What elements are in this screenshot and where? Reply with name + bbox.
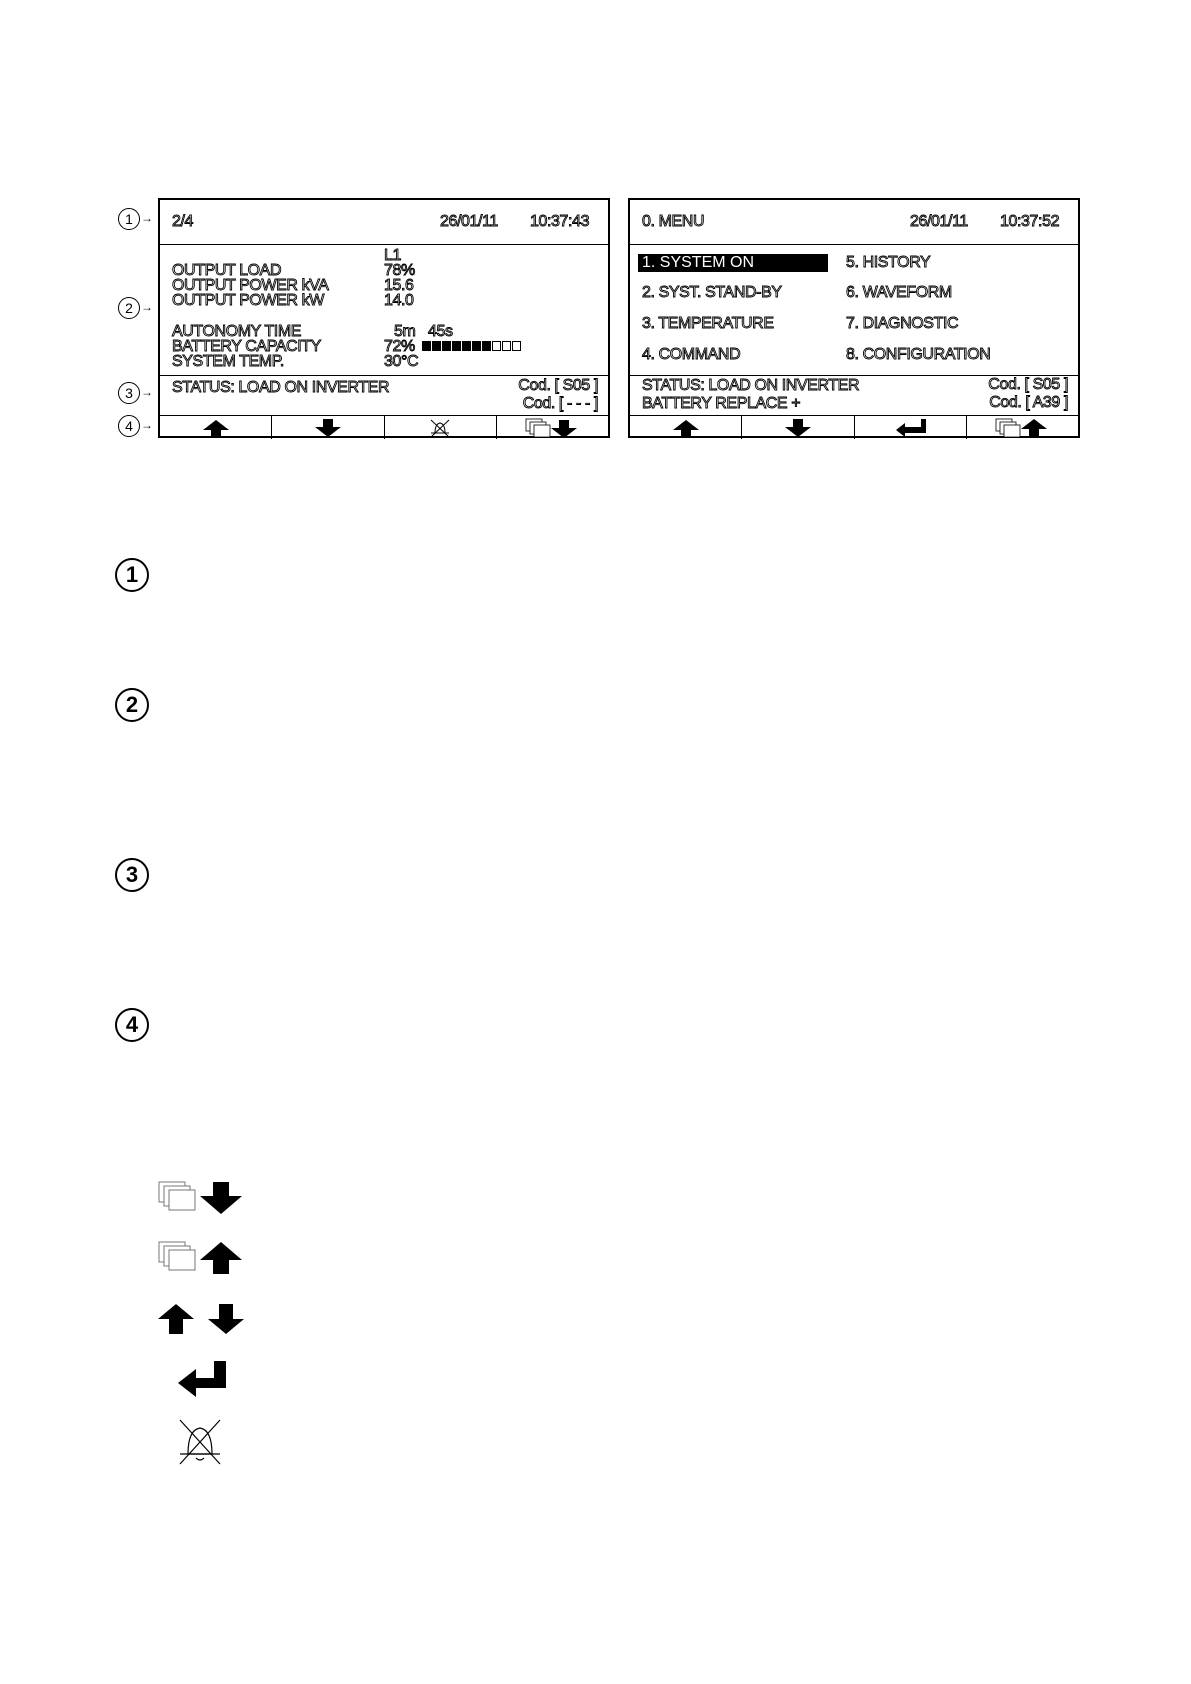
pages-down-icon (158, 1180, 244, 1216)
battery-bar-cell (442, 341, 451, 351)
callout-3-arrow: → (141, 385, 153, 399)
softkey-down[interactable] (741, 416, 853, 439)
arrows-up-down-icon (158, 1302, 244, 1336)
battery-capacity-label: BATTERY CAPACITY (172, 338, 321, 355)
autonomy-label: AUTONOMY TIME (172, 323, 302, 340)
battery-bar-cell (512, 341, 521, 351)
softkey-up[interactable] (160, 416, 271, 439)
lcd-date: 26/01/11 (440, 213, 498, 230)
callout-3-circle: 3 (118, 382, 140, 404)
menu-item-history[interactable]: 5. HISTORY (846, 254, 931, 271)
status-code-1: Cod. [ S05 ] (988, 376, 1068, 393)
lcd-time: 10:37:43 (530, 213, 590, 230)
status-text-2: BATTERY REPLACE + (642, 395, 801, 412)
output-kw-label: OUTPUT POWER kW (172, 292, 324, 309)
section-2-marker: 2 (115, 688, 149, 722)
softkey-up[interactable] (630, 416, 741, 439)
menu-item-configuration[interactable]: 8. CONFIGURATION (846, 346, 991, 363)
lcd-status-row (630, 375, 1078, 416)
output-load-label: OUTPUT LOAD (172, 262, 282, 279)
menu-item-waveform[interactable]: 6. WAVEFORM (846, 284, 952, 301)
menu-item-system-on[interactable]: 1. SYSTEM ON (638, 254, 828, 272)
status-code-2: Cod. [ - - - ] (522, 395, 598, 412)
battery-bar-cell (452, 341, 461, 351)
pages-up-icon (994, 417, 1050, 439)
pages-down-icon (524, 417, 580, 439)
mute-alarm-icon (176, 1418, 224, 1466)
lcd-time: 10:37:52 (1000, 213, 1060, 230)
battery-bar-cell (432, 341, 441, 351)
section-3-marker: 3 (115, 858, 149, 892)
lcd-date: 26/01/11 (910, 213, 968, 230)
menu-item-syst-stand-by[interactable]: 2. SYST. STAND-BY (642, 284, 782, 301)
arrow-down-icon (783, 418, 813, 438)
callout-1-arrow: → (141, 211, 153, 225)
output-kw-value: 14.0 (384, 292, 414, 309)
menu-title: 0. MENU (642, 213, 705, 230)
autonomy-min: 5m (394, 323, 416, 340)
pages-up-icon (158, 1240, 244, 1276)
lcd-softkey-row (630, 415, 1078, 439)
battery-level-bar (422, 341, 522, 351)
arrow-up-icon (201, 418, 231, 438)
lcd-softkey-row (160, 415, 608, 439)
mute-alarm-icon (427, 418, 453, 438)
lcd-header (630, 200, 1078, 245)
softkey-page-down[interactable] (496, 416, 608, 439)
status-code-2: Cod. [ A39 ] (989, 394, 1068, 411)
battery-bar-cell (472, 341, 481, 351)
battery-bar-cell (482, 341, 491, 351)
section-4-marker: 4 (115, 1008, 149, 1042)
output-kva-value: 15.6 (384, 277, 414, 294)
section-1-marker: 1 (115, 558, 149, 592)
battery-bar-cell (422, 341, 431, 351)
softkey-down[interactable] (271, 416, 383, 439)
battery-bar-cell (492, 341, 501, 351)
output-load-value: 78% (384, 262, 415, 279)
menu-item-diagnostic[interactable]: 7. DIAGNOSTIC (846, 315, 959, 332)
menu-item-command[interactable]: 4. COMMAND (642, 346, 741, 363)
lcd-status-row (160, 375, 608, 416)
callout-2-arrow: → (141, 300, 153, 314)
autonomy-sec: 45s (428, 323, 453, 340)
callout-4-circle: 4 (118, 415, 140, 437)
enter-icon (893, 418, 927, 438)
battery-bar-cell (462, 341, 471, 351)
softkey-page-up[interactable] (966, 416, 1078, 439)
lcd-display-menu (628, 198, 1080, 438)
status-text: STATUS: LOAD ON INVERTER (172, 379, 390, 396)
output-kva-label: OUTPUT POWER kVA (172, 277, 329, 294)
callout-4-arrow: → (141, 418, 153, 432)
menu-item-temperature[interactable]: 3. TEMPERATURE (642, 315, 774, 332)
battery-bar-cell (502, 341, 511, 351)
status-code-1: Cod. [ S05 ] (518, 377, 598, 394)
arrow-down-icon (313, 418, 343, 438)
status-text: STATUS: LOAD ON INVERTER (642, 377, 860, 394)
system-temp-label: SYSTEM TEMP. (172, 353, 284, 370)
arrow-up-icon (671, 418, 701, 438)
softkey-enter[interactable] (854, 416, 966, 439)
system-temp-value: 30°C (384, 353, 419, 370)
battery-capacity-value: 72% (384, 338, 415, 355)
callout-2-circle: 2 (118, 297, 140, 319)
callout-1-circle: 1 (118, 208, 140, 230)
column-header-l1: L1 (384, 247, 401, 264)
lcd-display-measurements (158, 198, 610, 438)
page-indicator: 2/4 (172, 213, 194, 230)
softkey-mute[interactable] (384, 416, 496, 439)
lcd-header (160, 200, 608, 245)
enter-icon (176, 1360, 228, 1398)
